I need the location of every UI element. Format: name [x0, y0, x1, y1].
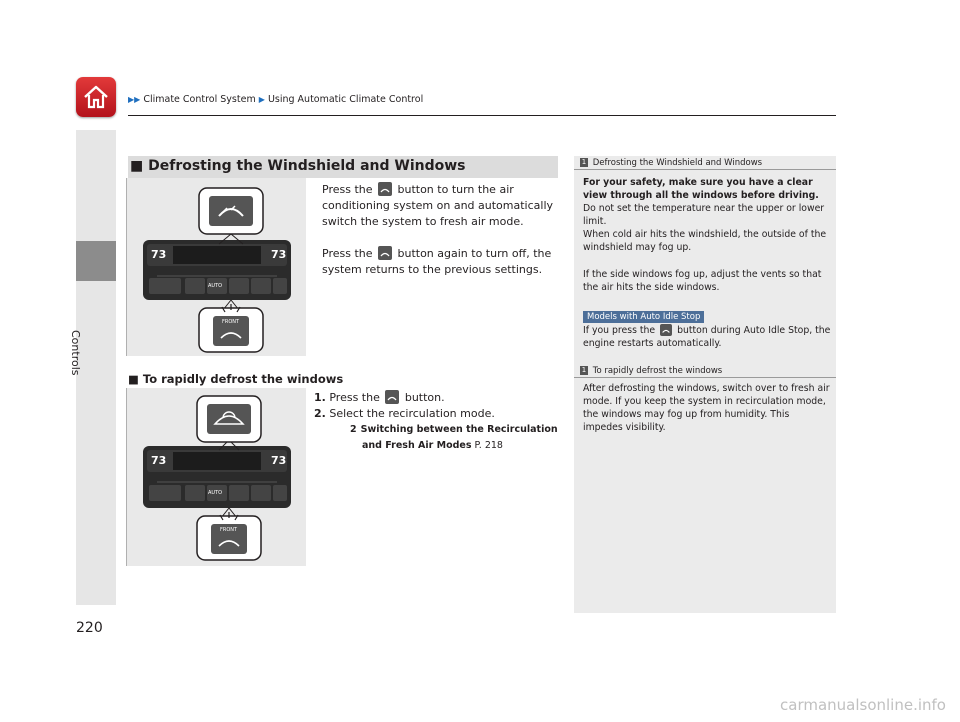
- figure-defrost-panel: [126, 178, 306, 356]
- section-title: [128, 156, 558, 178]
- home-icon: [82, 83, 110, 111]
- breadcrumb-arrow-icon: ▶: [258, 95, 265, 104]
- climate-panel-illustration: [127, 388, 307, 566]
- section-square-icon: ■: [130, 158, 144, 174]
- front-defrost-icon: [660, 324, 672, 336]
- temp-right-readout: 73: [271, 454, 287, 467]
- note-temperature-text: Do not set the temperature near the upper or lower limit.: [583, 203, 825, 227]
- breadcrumb-arrow-icon: ▶▶: [128, 95, 141, 104]
- note-side-windows-text: If the side windows fog up, adjust the vents so that the air hits the side windows.: [583, 269, 822, 293]
- note-safety-text: For your safety, make sure you have a clear view through all the windows before driving.: [583, 177, 819, 201]
- note-heading-1: 1 Defrosting the Windshield and Windows: [574, 158, 836, 170]
- step-2: 2. Select the recirculation mode.: [314, 407, 495, 420]
- note-marker-icon: 1: [581, 366, 587, 374]
- section-paragraph-2: Press the button again to turn off, the system returns to the previous settings.: [322, 247, 552, 276]
- model-badge: Models with Auto Idle Stop: [583, 311, 704, 323]
- breadcrumb: [128, 94, 423, 105]
- front-label: FRONT: [222, 319, 240, 325]
- front-label: FRONT: [220, 527, 238, 533]
- temp-left-readout: 73: [151, 248, 167, 261]
- note-heading-2: 1 To rapidly defrost the windows: [574, 366, 836, 378]
- temp-left-readout: 73: [151, 454, 167, 467]
- note-marker-icon: 1: [581, 158, 587, 166]
- breadcrumb-level2[interactable]: Using Automatic Climate Control: [267, 94, 424, 105]
- home-button[interactable]: [76, 77, 116, 117]
- note-rapid-defrost-text: After defrosting the windows, switch over to fresh air mode. If you keep the system in recirculation mode, the windows may fog up from humidity. This impedes visibility.: [583, 383, 830, 433]
- note-idle-stop-text: If you press the button during Auto Idle Stop, the engine restarts automatically.: [583, 325, 831, 349]
- auto-label: AUTO: [208, 283, 223, 289]
- climate-panel-illustration: [127, 178, 307, 356]
- front-defrost-icon: [385, 390, 399, 404]
- temp-right-readout: 73: [271, 248, 287, 261]
- cross-reference-link[interactable]: 2 Switching between the Recirculation and Fresh Air Modes P. 218: [350, 424, 558, 451]
- breadcrumb-level1[interactable]: Climate Control System: [143, 94, 256, 105]
- side-bar: [76, 130, 116, 605]
- section-paragraph-1: Press the button to turn the air conditioning system on and automatically switch the system to fresh air mode.: [322, 183, 554, 228]
- note-windshield-fog-text: When cold air hits the windshield, the outside of the windshield may fog up.: [583, 229, 827, 253]
- watermark: carmanualsonline.info: [780, 696, 946, 714]
- section-title-text: Defrosting the Windshield and Windows: [148, 158, 466, 174]
- auto-label: AUTO: [208, 490, 223, 496]
- figure-rapid-defrost-panel: [126, 388, 306, 566]
- side-tab-label[interactable]: Controls: [69, 330, 82, 376]
- header-divider: [128, 115, 836, 116]
- step-1: 1. Press the button.: [314, 391, 445, 404]
- front-defrost-icon: [378, 182, 392, 196]
- page-number: 220: [76, 620, 103, 636]
- subsection-square-icon: ■: [128, 372, 139, 386]
- xref-arrow-icon: 2: [350, 424, 357, 435]
- front-defrost-icon: [378, 246, 392, 260]
- side-tab-block: [76, 241, 116, 281]
- subsection-title: ■ To rapidly defrost the windows: [128, 372, 344, 386]
